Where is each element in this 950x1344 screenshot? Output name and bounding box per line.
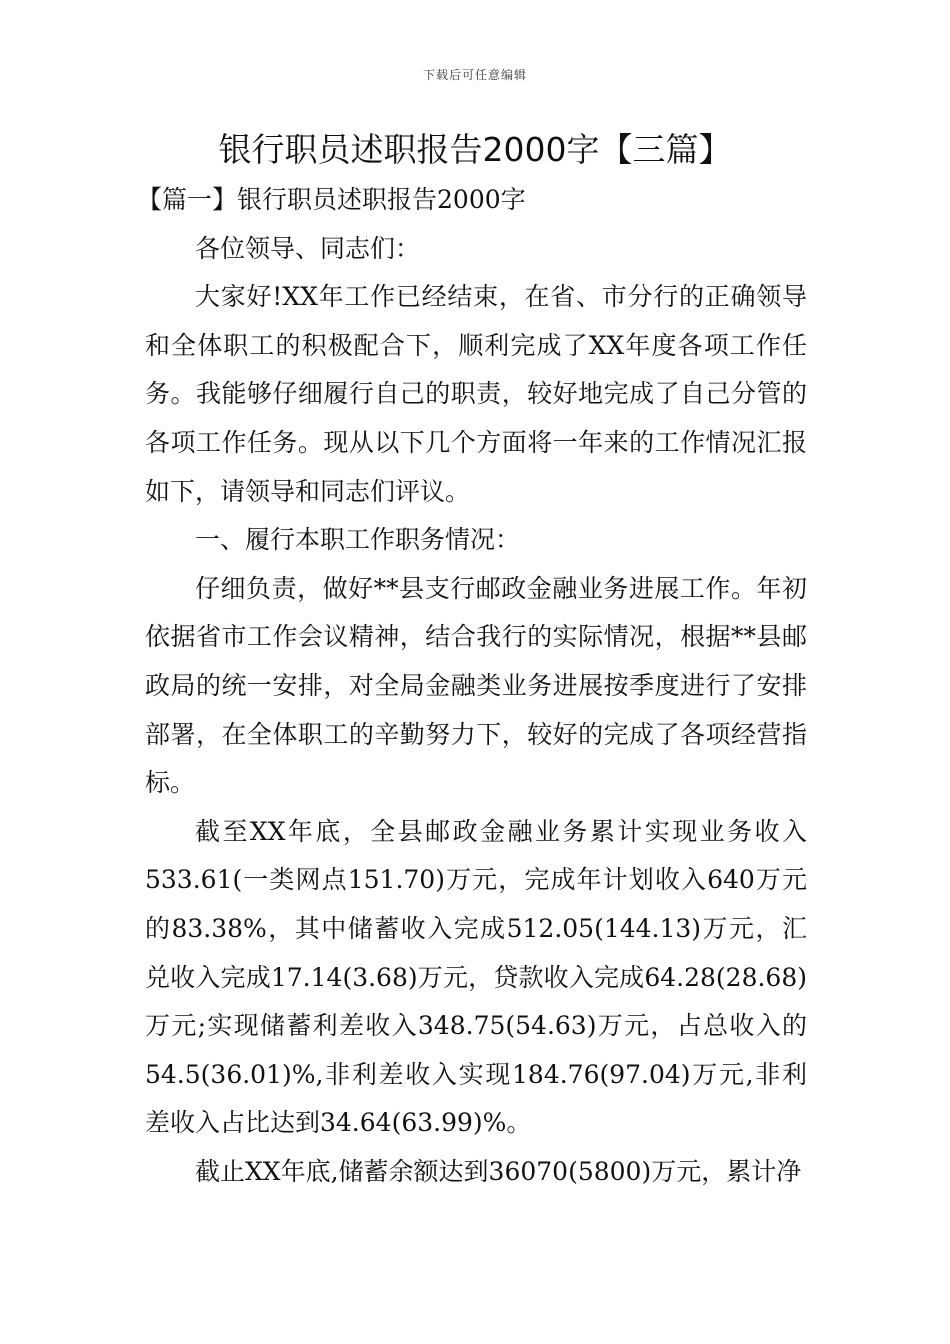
paragraph-subheading: 一、履行本职工作职务情况： bbox=[195, 525, 521, 555]
paragraph-revenue: 截至XX年底，全县邮政金融业务累计实现业务收入533.61(一类网点151.70)万元，完成年计划收入640万元的83.38%，其中储蓄收入完成512.05(144.13)万元，汇兑收入完成17.14(3.68)万元，贷款收入完成64.28(28.68)万元;实现储蓄利差收入348.75(54.63)万元，占总收入的54.5(36.01)%,非利差收入实现184.76(97.04)万元,非利差收入占比达到34.64(63.99)%。 bbox=[145, 816, 807, 1138]
header-note: 下载后可任意编辑 bbox=[422, 68, 527, 82]
paragraph-savings: 截止XX年底,储蓄余额达到36070(5800)万元，累计净 bbox=[195, 1156, 802, 1186]
paragraph-greeting: 各位领导、同志们： bbox=[195, 233, 421, 263]
document-title: 银行职员述职报告2000字【三篇】 bbox=[218, 130, 732, 169]
paragraph-intro: 大家好!XX年工作已经结束，在省、市分行的正确领导和全体职工的积极配合下，顺利完成了XX年度各项工作任务。我能够仔细履行自己的职责，较好地完成了自己分管的各项工作任务。现从以下几个方面将一年来的工作情况汇报如下，请领导和同志们评议。 bbox=[145, 282, 807, 506]
paragraph-duties: 仔细负责，做好**县支行邮政金融业务进展工作。年初依据省市工作会议精神，结合我行的实际情况，根据**县邮政局的统一安排，对全局金融类业务进展按季度进行了安排部署，在全体职工的辛勤努力下，较好的完成了各项经营指标。 bbox=[145, 573, 807, 798]
section-heading: 【篇一】银行职员述职报告2000字 bbox=[137, 185, 526, 214]
document-body bbox=[137, 176, 807, 1196]
